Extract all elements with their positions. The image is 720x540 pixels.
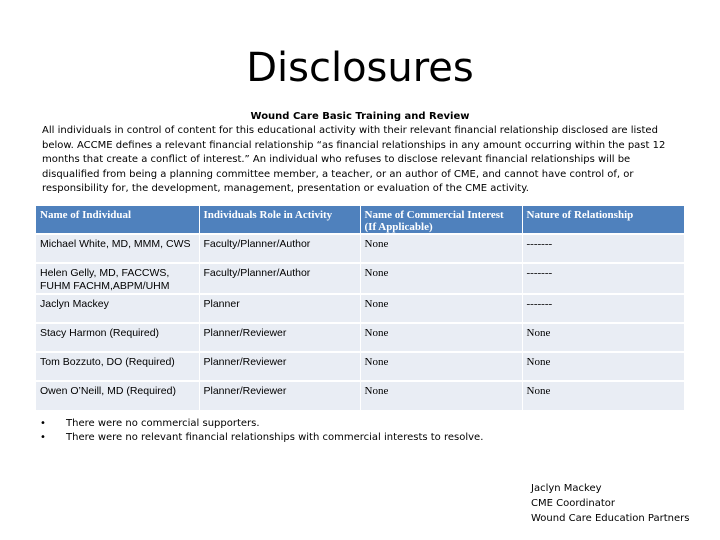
page-title: Disclosures — [246, 45, 474, 91]
cell-commercial-interest: None — [360, 381, 522, 410]
cell-role: Planner/Reviewer — [199, 381, 360, 410]
cell-name: Tom Bozzuto, DO (Required) — [36, 352, 199, 381]
column-header-name: Name of Individual — [36, 206, 199, 234]
cell-commercial-interest: None — [360, 323, 522, 352]
note-text: There were no relevant financial relationships with commercial interests to resolve. — [66, 432, 484, 443]
table-row — [36, 294, 684, 323]
table-row — [36, 234, 684, 263]
cell-commercial-interest: None — [360, 294, 522, 323]
table-row — [36, 323, 684, 352]
note-item — [40, 431, 660, 445]
cell-commercial-interest: None — [360, 234, 522, 263]
signature-organization: Wound Care Education Partners — [531, 513, 690, 524]
disclosure-table — [36, 206, 685, 410]
column-header-commercial-interest: Name of Commercial Interest (If Applicable) — [360, 206, 522, 234]
note-item — [40, 417, 660, 431]
bullet-icon: • — [40, 418, 46, 429]
disclosure-table-container — [36, 206, 684, 410]
cell-role: Planner/Reviewer — [199, 352, 360, 381]
cell-relationship: None — [522, 323, 684, 352]
cell-name: Helen Gelly, MD, FACCWS, FUHM FACHM,ABPM/UHM — [36, 263, 199, 294]
cell-role: Planner/Reviewer — [199, 323, 360, 352]
cell-relationship: ------- — [522, 234, 684, 263]
cell-relationship: None — [522, 381, 684, 410]
cell-name: Owen O’Neill, MD (Required) — [36, 381, 199, 410]
course-subtitle: Wound Care Basic Training and Review — [250, 111, 470, 122]
column-header-role: Individuals Role in Activity — [199, 206, 360, 234]
cell-name: Stacy Harmon (Required) — [36, 323, 199, 352]
cell-role: Faculty/Planner/Author — [199, 234, 360, 263]
table-row — [36, 352, 684, 381]
column-header-relationship: Nature of Relationship — [522, 206, 684, 234]
cell-commercial-interest: None — [360, 263, 522, 294]
table-row — [36, 263, 684, 294]
cell-role: Faculty/Planner/Author — [199, 263, 360, 294]
note-text: There were no commercial supporters. — [66, 418, 260, 429]
bullet-icon: • — [40, 432, 46, 443]
cell-relationship: None — [522, 352, 684, 381]
cell-commercial-interest: None — [360, 352, 522, 381]
cell-name: Jaclyn Mackey — [36, 294, 199, 323]
cell-role: Planner — [199, 294, 360, 323]
signature-block — [531, 481, 711, 526]
disclosure-statement: All individuals in control of content for this educational activity with their relevant financial relationship disclosed are listed below. ACCME defines a relevant financial relationship “as financial relationships in any amount occurring within the past 12 months that create a conflict of interest.” An individual who refuses to disclose relevant financial relationships will be disqualified from being a planning committee member, a teacher, or an author of CME, and cannot have control of, or responsibility for, the development, management, presentation or evaluation of the CME activity. — [42, 125, 666, 194]
cell-relationship: ------- — [522, 263, 684, 294]
table-header-row — [36, 206, 684, 234]
table-row — [36, 381, 684, 410]
signature-role: CME Coordinator — [531, 498, 616, 509]
cell-name: Michael White, MD, MMM, CWS — [36, 234, 199, 263]
notes-list — [40, 417, 660, 445]
cell-relationship: ------- — [522, 294, 684, 323]
signature-name: Jaclyn Mackey — [531, 483, 602, 494]
